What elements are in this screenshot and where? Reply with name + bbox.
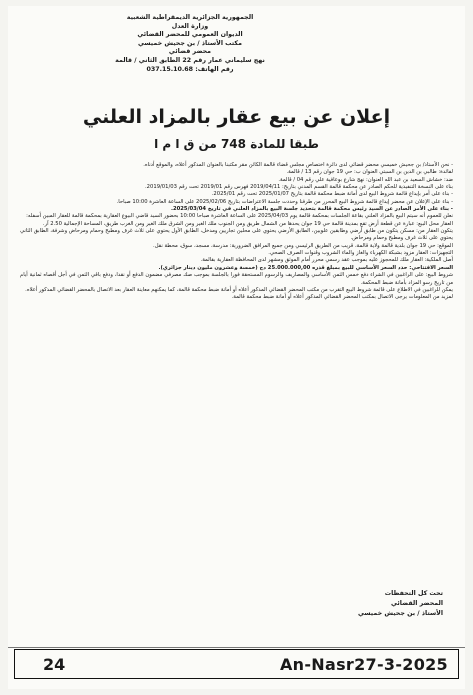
signature-name: الأستاذ / بن جحيش خميسي [358, 610, 443, 617]
letterhead [90, 14, 290, 74]
body-paragraph: - بناء على الإعلان عن محضر إيداع قائمة شروط البيع المحرر من طرفنا وحددت جلسة الاعتراضات بتاريخ 2025/02/06 على الساعة العاشرة 10:00 صباحا. [116, 198, 453, 205]
footer-divider [8, 647, 465, 648]
notice-subtitle: طبقا للمادة 748 من ق ا م ا [154, 137, 319, 151]
newspaper-page [8, 6, 465, 689]
header-line: مكتب الأستاذ / بن جحيش خميسي [138, 39, 242, 47]
body-paragraph: - نحن الأستاذ/ بن جحيش خميسي محضر قضائي لدى دائرة اختصاص مجلس قضاء قالمة الكائن مقر مكتبنا بالعنوان المذكور أعلاه، والموقع أدناه. [143, 162, 453, 168]
body-paragraph: - بناء على أمر بإيداع قائمة شروط البيع لدى أمانة ضبط محكمة قالمة بتاريخ 2025/01/07 تحت رقم 2025/01. [211, 191, 453, 198]
body-paragraph: السعر الافتتاحي: حدد السعر الأساسي للبيع بمبلغ قدره 25.000.000,00 دج (خمسة وعشرون مليون دينار جزائري). [158, 264, 453, 271]
body-paragraph: الموقع: حي 19 جوان بلدية قالمة ولاية قالمة، قريب من الطريق الرئيسي ومن جميع المرافق الضرورية: مدرسة، مسجد، سوق، محطة نقل. [153, 242, 453, 249]
page-number: 24 [43, 654, 66, 674]
header-line: وزارة العدل [171, 22, 209, 30]
issue-label: An-Nasr27-3-2025 [279, 654, 448, 674]
body-paragraph: بناء على النسخة التنفيذية للحكم الصادر عن محكمة قالمة القسم المدني بتاريخ: 2019/04/11 فهرس رقم 2019/01 تحت رقم 2019/01/03. [145, 184, 453, 191]
body-paragraph: أصل الملكية: العقار ملك للمحجوز عليه بموجب عقد رسمي محرر أمام الموثق ومشهر لدى المحافظة العقارية بقالمة. [200, 257, 453, 264]
body-paragraph: شروط البيع: على الراغبين في الشراء دفع خمس الثمن الأساسي والمصاريف والرسوم المستحقة فورا بالجلسة بموجب صك مصرفي مضمون الدفع أو نقدا، ودفع باقي الثمن في أجل أقصاه ثمانية أيام من تاريخ رسو المزاد بأمانة ضبط المحكمة. [20, 272, 453, 286]
header-line: محضر قضائي [168, 48, 212, 56]
body-paragraph: لمزيد من المعلومات يرجى الاتصال بمكتب المحضر القضائي المذكور أعلاه أو أمانة ضبط محكمة قالمة. [231, 294, 453, 301]
header-line: الجمهورية الجزائرية الديمقراطية الشعبية [126, 14, 254, 21]
body-paragraph: ضد: خشاش السعيد بن عبد الله العنوان: نهج شارع بوعافية علي رقم 04 / قالمة. [278, 176, 453, 183]
signature-reservation: تحت كل التحفظات [384, 590, 443, 597]
body-paragraph: العقار محل البيع: عبارة عن قطعة أرض تقع بمدينة قالمة حي 19 جوان يحدها من الشمال طريق ومن الجنوب ملك الغير ومن الشرق ملك الغير ومن الغرب طريق، المساحة الإجمالية 2.50 آر. [42, 220, 453, 227]
notice-body [20, 162, 453, 302]
body-paragraph: يمكن للراغبين في الاطلاع على قائمة شروط البيع التقرب من مكتب المحضر القضائي المذكور أعلاه أو أمانة ضبط محكمة قالمة، كما يمكنهم معاينة العقار بعد الاتصال بالمحضر القضائي المذكور أعلاه. [25, 286, 453, 293]
footer-bar [14, 649, 459, 679]
body-paragraph: - بناء على الأمر الصادر عن السيد رئيس محكمة قالمة بتحديد جلسة البيع بالمزاد العلني في تاريخ 2025/03/04. [170, 206, 453, 213]
body-paragraph: يتكون العقار من: مسكن يتكون من طابق أرضي وطابقين علويين، الطابق الأرضي يحتوي على محلين تجاريين ومدخل، الطابق الأول يحتوي على ثلاث غرف ومطبخ وحمام ومرحاض وشرفة، الطابق الثاني يحتوي على ثلاث غرف ومطبخ وحمام ومرحاض. [20, 228, 453, 242]
signature-role: المحضر القضائي [391, 600, 443, 607]
notice-title: إعلان عن بيع عقار بالمزاد العلني [82, 106, 391, 128]
signature-block [358, 589, 443, 619]
header-line: نهج سليماني عمار رقم 22 الطابق الثاني / قالمة [115, 56, 265, 64]
body-paragraph: لفائدة: طالبي بن الدين بن السبتي العنوان ب: حي 19 جوان رقم 13 / قالمة. [286, 169, 453, 176]
header-line: رقم الهاتف: 037.15.10.68 [146, 65, 234, 73]
header-line: الديوان العمومي للمحضر القضائي [137, 31, 243, 39]
body-paragraph: التجهيزات: العقار مزود بشبكة الكهرباء والغاز والماء الشروب وقنوات الصرف الصحي. [268, 250, 453, 257]
body-paragraph: نعلن للعموم أنه سيتم البيع بالمزاد العلني بقاعة الجلسات بمحكمة قالمة يوم 2025/04/03 على الساعة العاشرة صباحا 10:00 بحضور السيد قاضي البيوع العقارية بمحكمة قالمة للعقار المبين أسفله: [26, 213, 453, 220]
